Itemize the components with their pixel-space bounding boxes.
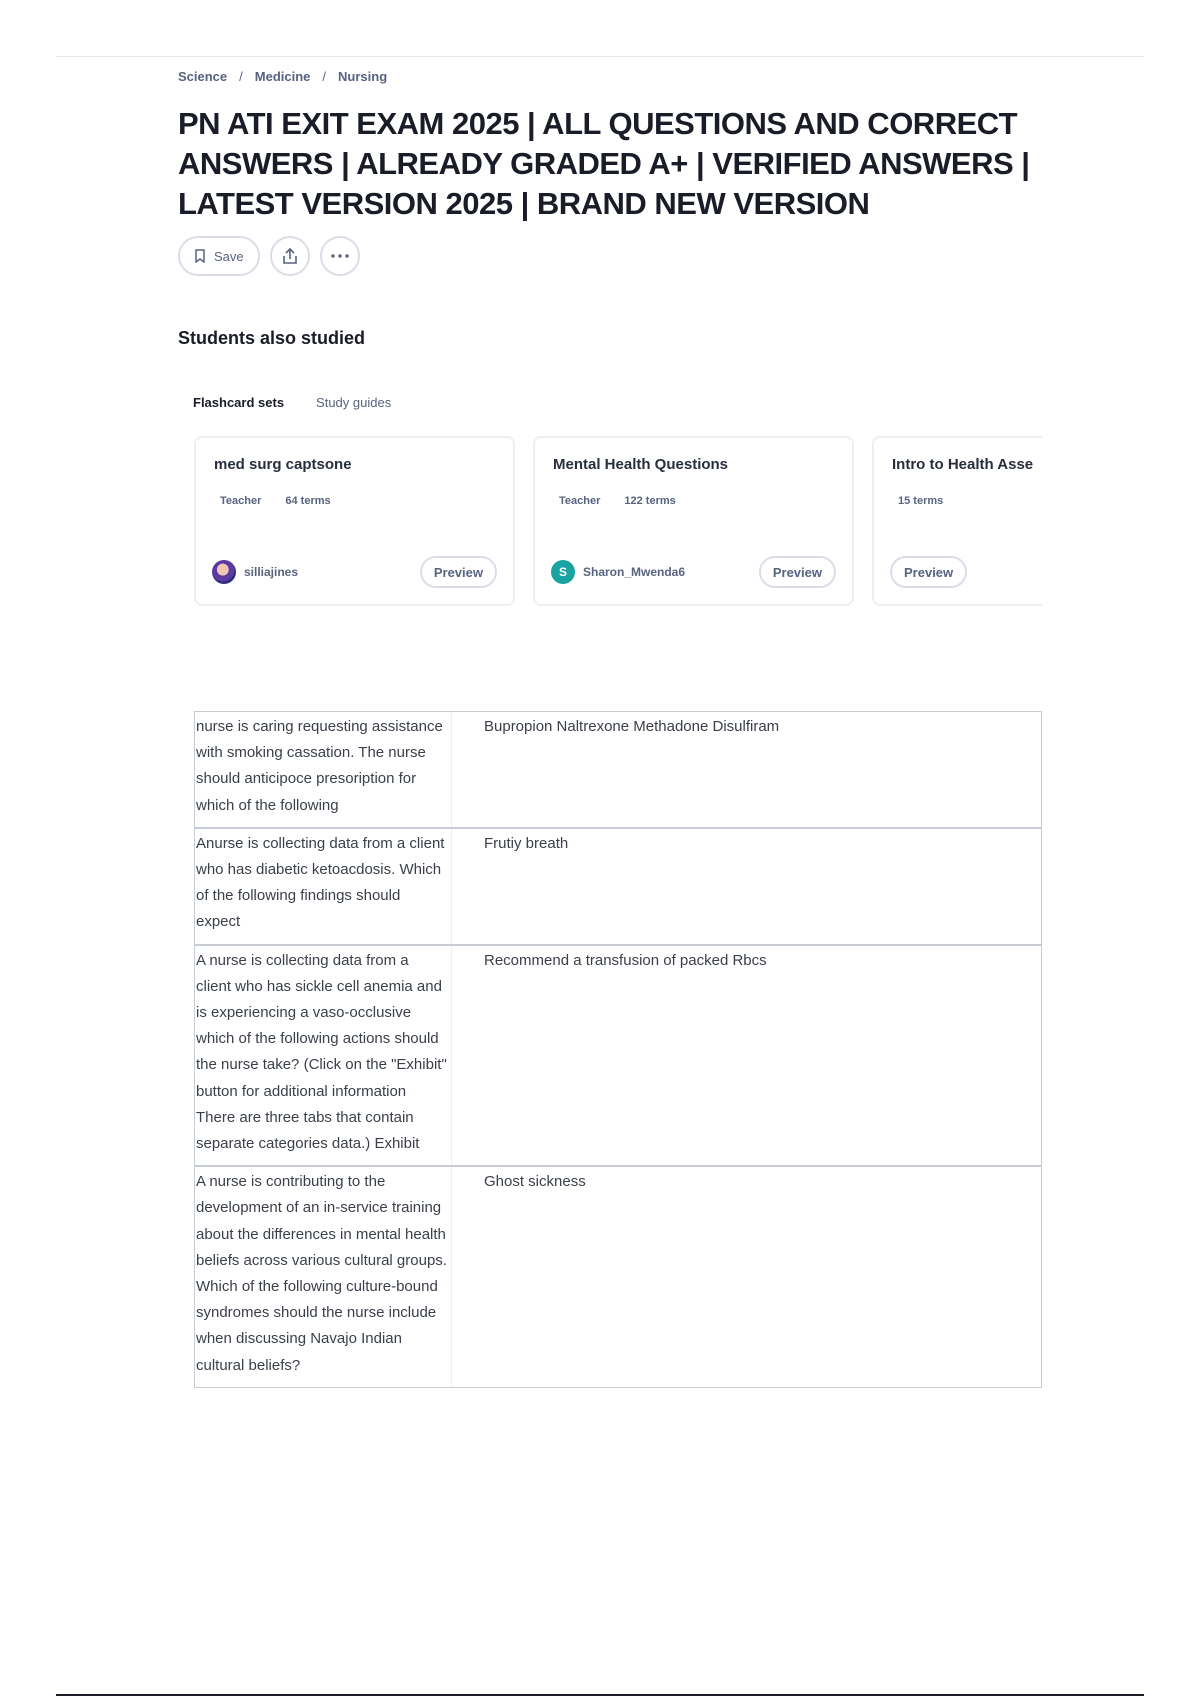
flashcard-term: nurse is caring requesting assistance with smoking cassation. The nurse should anticipoce presoription for which of the following [195,712,452,827]
study-set-card[interactable] [533,436,854,606]
share-icon [281,247,299,265]
card-footer [890,556,1042,588]
page-content [178,66,1042,608]
top-divider [56,56,1144,57]
card-title: Intro to Health Asse [892,456,1034,473]
save-button[interactable] [178,236,260,276]
page-title: PN ATI EXIT EXAM 2025 | ALL QUESTIONS AND CORRECT ANSWERS | ALREADY GRADED A+ | VERIFIED ANSWERS | LATEST VERSION 2025 | BRAND NEW VERSION [178,106,1030,221]
breadcrumb-nursing[interactable]: Nursing [338,68,388,84]
flashcard-row [195,712,1041,829]
preview-button[interactable]: Preview [420,556,497,588]
term-count: 64 terms [285,495,331,507]
breadcrumb-separator: / [322,68,327,84]
term-count: 15 terms [898,495,944,507]
flashcard-term: Anurse is collecting data from a client who has diabetic ketoacdosis. Which of the following findings should expect [195,829,452,944]
card-meta [892,495,1042,507]
breadcrumb-science[interactable]: Science [178,68,228,84]
study-set-card[interactable] [194,436,515,606]
flashcard-table [194,711,1042,1388]
card-meta [553,495,834,507]
preview-button[interactable]: Preview [890,556,967,588]
card-title: med surg captsone [214,456,352,473]
cards-carousel [194,436,1042,608]
more-icon [331,254,349,258]
teacher-badge: Teacher [559,495,601,507]
card-author[interactable] [551,560,685,584]
flashcard-term: A nurse is collecting data from a client who has sickle cell anemia and is experiencing a vaso-occlusive which of the following actions should the nurse take? (Click on the "Exhibit" button for additional information There are three tabs that contain separate categories data.) Exhibit [195,946,452,1166]
tab-flashcard-sets[interactable]: Flashcard sets [193,395,285,410]
author-name: silliajines [244,565,299,579]
breadcrumb [178,66,1042,86]
flashcard-definition: Frutiy breath [484,834,569,852]
card-title: Mental Health Questions [553,456,729,473]
breadcrumb-medicine[interactable]: Medicine [254,68,311,84]
card-author[interactable] [212,560,298,584]
flashcard-definition: Ghost sickness [484,1173,586,1191]
students-also-studied-heading: Students also studied [178,328,366,348]
card-footer [551,556,836,588]
breadcrumb-separator: / [239,68,243,84]
avatar [212,560,236,584]
flashcard-definition: Recommend a transfusion of packed Rbcs [484,951,767,969]
action-bar [178,236,1042,276]
flashcard-row [195,1167,1041,1387]
bottom-divider [56,1694,1144,1696]
teacher-badge: Teacher [220,495,262,507]
term-count: 122 terms [624,495,676,507]
flashcard-term: A nurse is contributing to the development of an in-service training about the differences in mental health beliefs across various cultural groups. Which of the following culture-bound syndromes should the nurse include when discussing Navajo Indian cultural beliefs? [195,1167,452,1387]
avatar: S [551,560,575,584]
author-name: Sharon_Mwenda6 [583,565,686,579]
save-label: Save [214,248,244,264]
card-footer [212,556,497,588]
bookmark-icon [194,249,206,263]
more-options-button[interactable] [320,236,360,276]
study-set-card[interactable] [872,436,1042,606]
share-button[interactable] [270,236,310,276]
flashcard-row [195,946,1041,1168]
card-meta [214,495,495,507]
flashcard-row [195,829,1041,946]
tab-study-guides[interactable]: Study guides [316,395,392,410]
preview-button[interactable]: Preview [759,556,836,588]
study-tabs [178,395,1042,410]
flashcard-definition: Bupropion Naltrexone Methadone Disulfiram [484,718,780,735]
